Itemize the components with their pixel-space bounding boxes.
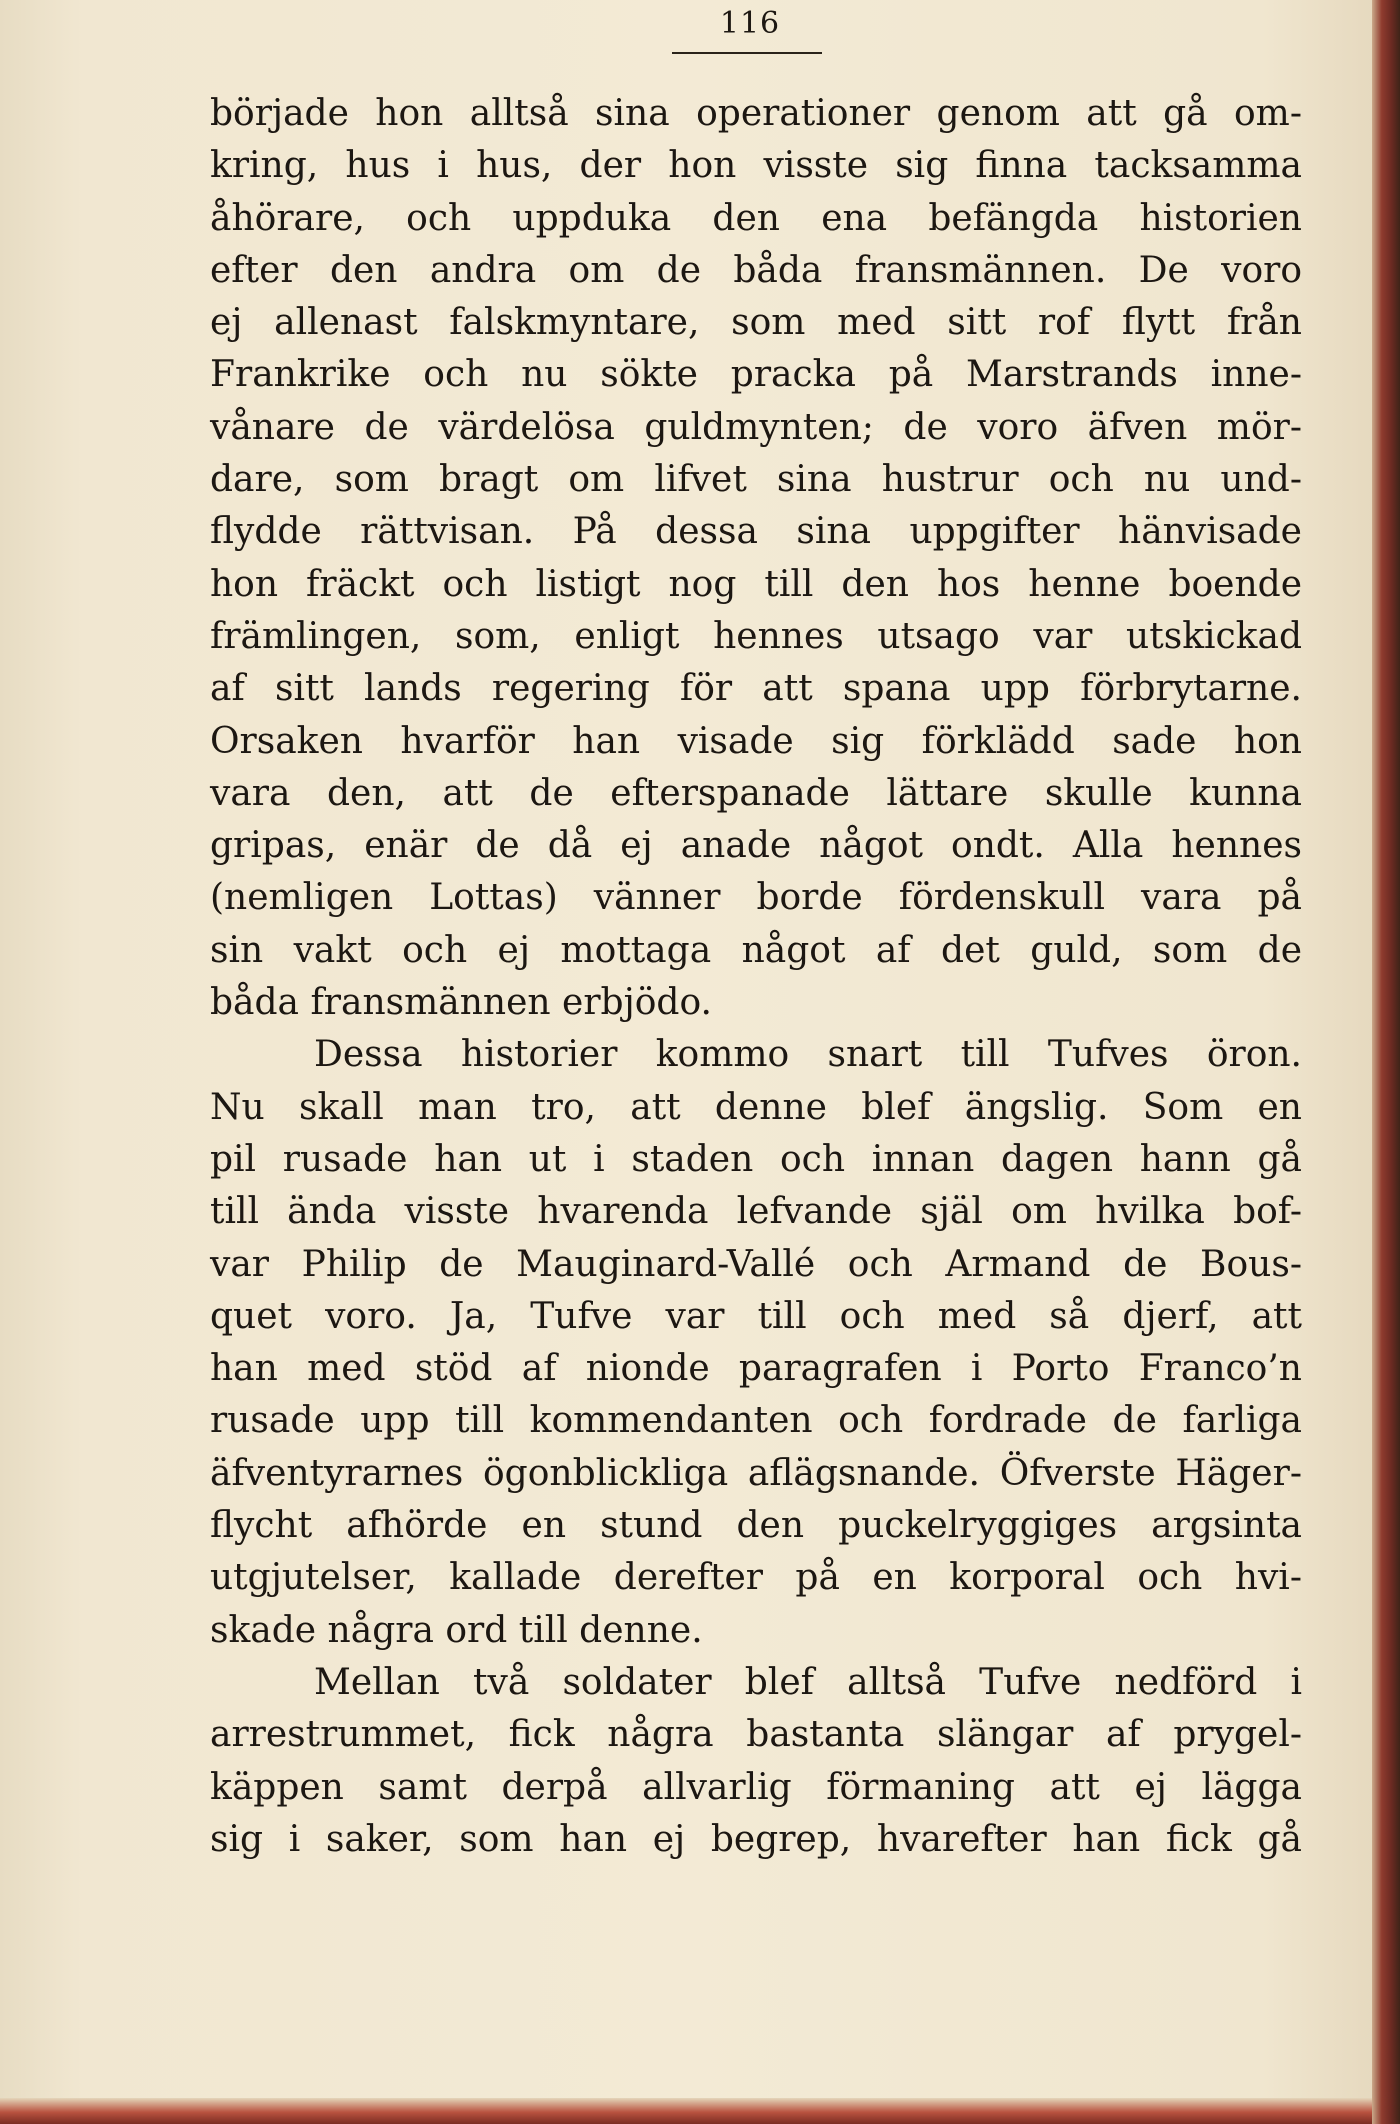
text-line: ej allenast falskmyntare, som med sitt rof flytt från <box>210 302 1302 344</box>
text-line: äfventyrarnes ögonblickliga aflägsnande. Öfverste Häger- <box>210 1452 1302 1494</box>
text-line: (nemligen Lottas) vänner borde fördenskull vara på <box>210 877 1302 919</box>
text-line: utgjutelser, kallade derefter på en korporal och hvi- <box>210 1557 1302 1599</box>
text-line: Nu skall man tro, att denne blef ängslig. Som en <box>210 1086 1302 1128</box>
body-text <box>210 88 1302 1866</box>
page-number-rule <box>672 52 822 54</box>
page-number: 116 <box>719 6 781 41</box>
text-line: quet voro. Ja, Tufve var till och med så djerf, att <box>210 1295 1302 1337</box>
text-line: skade några ord till denne. <box>210 1609 703 1651</box>
text-line: åhörare, och uppduka den ena befängda historien <box>210 197 1302 239</box>
text-line: pil rusade han ut i staden och innan dagen hann gå <box>210 1138 1302 1180</box>
text-line: var Philip de Mauginard-Vallé och Armand de Bous- <box>210 1243 1302 1285</box>
text-line: sin vakt och ej mottaga något af det guld, som de <box>210 929 1302 971</box>
text-line: af sitt lands regering för att spana upp förbrytarne. <box>210 668 1302 710</box>
text-line: Mellan två soldater blef alltså Tufve nedförd i <box>314 1661 1302 1703</box>
text-line: rusade upp till kommendanten och fordrade de farliga <box>210 1400 1302 1442</box>
text-line: båda fransmännen erbjödo. <box>210 982 712 1024</box>
text-line: Dessa historier kommo snart till Tufves öron. <box>314 1034 1302 1076</box>
text-line: flydde rättvisan. På dessa sina uppgifter hänvisade <box>210 511 1302 553</box>
text-line: gripas, enär de då ej anade något ondt. Alla hennes <box>210 825 1302 867</box>
text-line: han med stöd af nionde paragrafen i Porto Franco’n <box>210 1348 1302 1390</box>
text-line: hon fräckt och listigt nog till den hos henne boende <box>210 563 1302 605</box>
text-line: Orsaken hvarför han visade sig förklädd sade hon <box>210 720 1302 762</box>
text-line: sig i saker, som han ej begrep, hvarefter han fick gå <box>210 1818 1302 1860</box>
text-line: började hon alltså sina operationer genom att gå om- <box>210 93 1302 134</box>
text-line: vånare de värdelösa guldmynten; de voro äfven mör- <box>210 406 1302 448</box>
text-line: arrestrummet, fick några bastanta slängar af prygel- <box>210 1714 1302 1756</box>
text-line: dare, som bragt om lifvet sina hustrur och nu und- <box>210 459 1302 501</box>
text-line: främlingen, som, enligt hennes utsago var utskickad <box>210 615 1302 657</box>
text-line: kring, hus i hus, der hon visste sig finna tacksamma <box>210 145 1302 187</box>
text-line: flycht afhörde en stund den puckelryggiges argsinta <box>210 1505 1302 1547</box>
text-line: Frankrike och nu sökte pracka på Marstrands inne- <box>210 354 1302 396</box>
text-line: vara den, att de efterspanade lättare skulle kunna <box>210 772 1302 814</box>
text-line: till ända visste hvarenda lefvande själ om hvilka bof- <box>210 1191 1302 1233</box>
book-edge-bottom <box>0 2098 1372 2124</box>
book-edge-right <box>1372 0 1400 2124</box>
text-line: efter den andra om de båda fransmännen. De voro <box>210 249 1302 291</box>
text-line: käppen samt derpå allvarlig förmaning att ej lägga <box>210 1766 1302 1808</box>
